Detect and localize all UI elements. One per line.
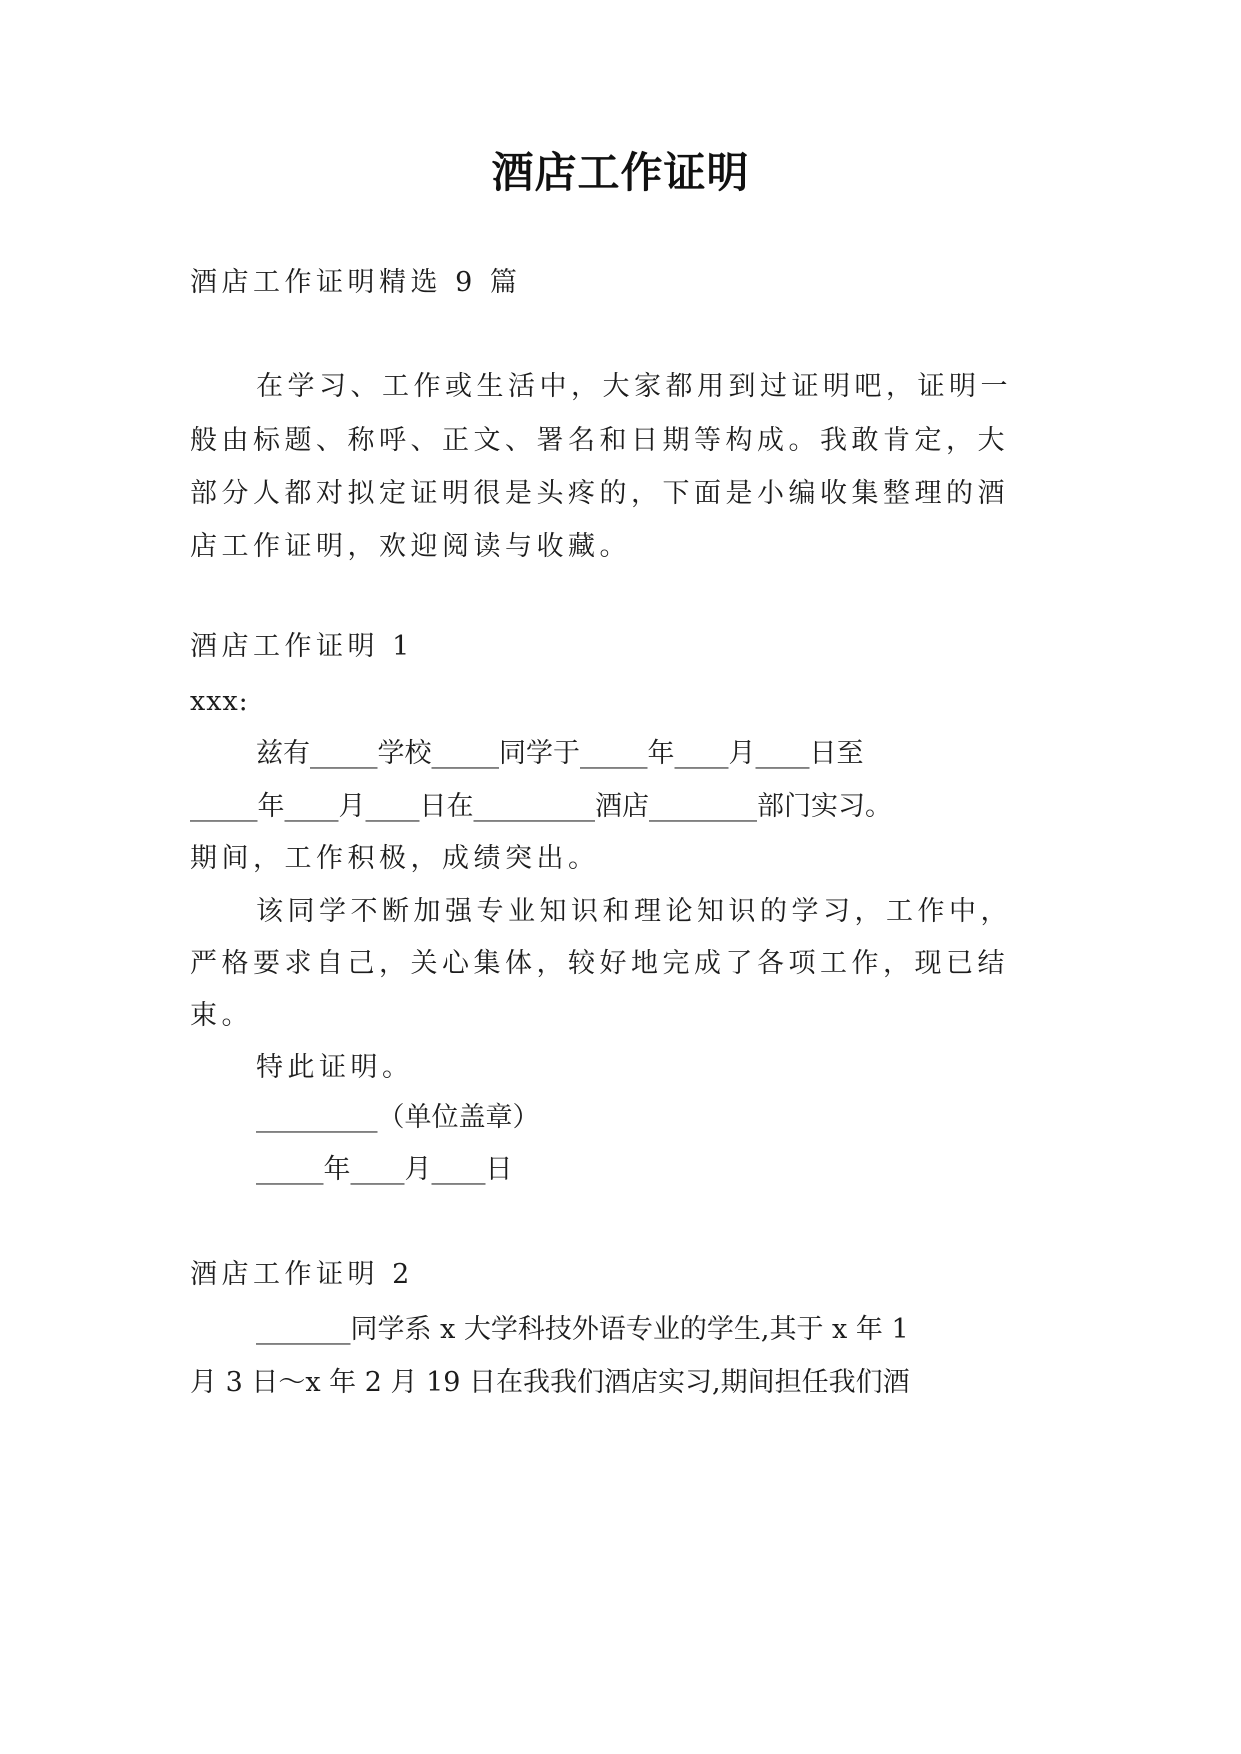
section1-body-line-6: 束。 (190, 1000, 253, 1031)
intro-line-4: 店工作证明，欢迎阅读与收藏。 (190, 531, 631, 562)
document-title: 酒店工作证明 (491, 148, 750, 197)
section1-body-line-1: 兹有_____学校_____同学于_____年____月____日至 (256, 738, 864, 769)
section2-body-line-1: _______同学系 x 大学科技外语专业的学生,其于 x 年 1 (256, 1314, 909, 1345)
section1-salutation: xxx: (190, 686, 249, 717)
section2-body-line-2: 月 3 日～x 年 2 月 19 日在我我们酒店实习,期间担任我们酒 (190, 1367, 910, 1398)
section1-stamp-line: _________（单位盖章） (256, 1102, 540, 1133)
intro-line-3: 部分人都对拟定证明很是头疼的，下面是小编收集整理的酒 (190, 478, 1009, 509)
intro-line-2: 般由标题、称呼、正文、署名和日期等构成。我敢肯定，大 (190, 425, 1009, 456)
intro-line-1: 在学习、工作或生活中，大家都用到过证明吧，证明一 (256, 371, 1012, 402)
section1-closing: 特此证明。 (256, 1052, 414, 1083)
section2-heading: 酒店工作证明 2 (190, 1259, 414, 1290)
section1-body-line-2: _____年____月____日在_________酒店________部门实习。 (190, 791, 892, 822)
section1-heading: 酒店工作证明 1 (190, 631, 414, 662)
section1-date-line: _____年____月____日 (256, 1154, 513, 1185)
section1-body-line-4: 该同学不断加强专业知识和理论知识的学习，工作中， (256, 896, 1012, 927)
document-subtitle: 酒店工作证明精选 9 篇 (190, 267, 522, 298)
section1-body-line-3: 期间，工作积极，成绩突出。 (190, 843, 600, 874)
section1-body-line-5: 严格要求自己，关心集体，较好地完成了各项工作，现已结 (190, 948, 1009, 979)
